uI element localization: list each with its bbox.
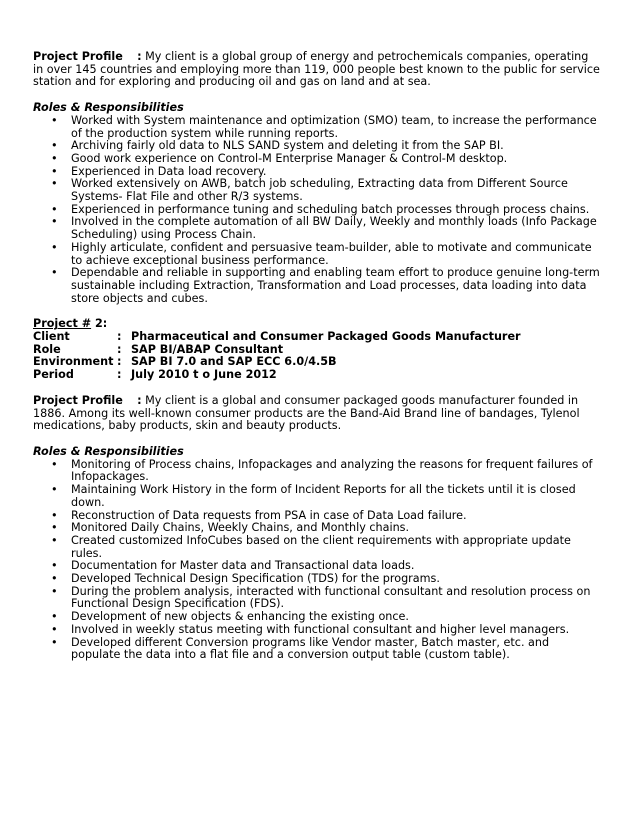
info-sep: : <box>117 355 122 369</box>
roles-heading: Roles & Responsibilities <box>33 101 184 115</box>
profile-label: Project Profile <box>33 50 123 63</box>
list-item: • Developed different Conversion programs like Vendor master, Batch master, etc. and populate the data into a flat file and a conversion output table (custom table). <box>33 637 601 662</box>
list-item: • Archiving fairly old data to NLS SAND system and deleting it from the SAP BI. <box>33 140 601 153</box>
info-value: SAP BI 7.0 and SAP ECC 6.0/4.5B <box>131 355 337 369</box>
info-row-client <box>33 331 601 344</box>
project-number: 2: <box>91 317 108 331</box>
list-item: • Dependable and reliable in supporting and enabling team effort to produce genuine long-term sustainable including Extraction, Transformation and Load processes, data loading into data store objects and cubes. <box>33 267 601 305</box>
list-item: • During the problem analysis, interacted with functional consultant and resolution process on Functional Design Specification (FDS). <box>33 586 601 611</box>
info-sep: : <box>117 330 122 344</box>
list-item: • Created customized InfoCubes based on the client requirements with appropriate update rules. <box>33 535 601 560</box>
resume-page <box>33 51 601 662</box>
list-item: • Worked with System maintenance and optimization (SMO) team, to increase the performance of the production system while running reports. <box>33 115 601 140</box>
list-item: • Monitoring of Process chains, Infopackages and analyzing the reasons for frequent failures of Infopackages. <box>33 459 601 484</box>
roles-list-2 <box>33 459 601 662</box>
info-value: SAP BI/ABAP Consultant <box>131 342 284 356</box>
list-item: • Reconstruction of Data requests from PSA in case of Data Load failure. <box>33 510 601 523</box>
list-item: • Monitored Daily Chains, Weekly Chains, and Monthly chains. <box>33 522 601 535</box>
info-key: Role <box>33 342 61 356</box>
project-profile-1 <box>33 51 601 89</box>
list-item: • Maintaining Work History in the form of Incident Reports for all the tickets until it is closed down. <box>33 484 601 509</box>
profile-label: Project Profile <box>33 393 123 407</box>
list-item: • Experienced in performance tuning and scheduling batch processes through process chains. <box>33 204 601 217</box>
list-item: • Highly articulate, confident and persuasive team-builder, able to motivate and communicate to achieve exceptional business performance. <box>33 242 601 267</box>
roles-list-1 <box>33 115 601 306</box>
info-value: July 2010 t o June 2012 <box>131 368 277 382</box>
list-item: • Worked extensively on AWB, batch job scheduling, Extracting data from Different Source Systems- Flat File and other R/3 systems. <box>33 178 601 203</box>
profile-text: My client is a global group of energy and petrochemicals companies, operating in over 145 countries and employing more than 119, 000 people best known to the public for service station and for exploring and producing oil and gas on land and at sea. <box>33 50 600 89</box>
info-sep: : <box>117 342 122 356</box>
list-item: • Involved in the complete automation of all BW Daily, Weekly and monthly loads (Info Package Scheduling) using Process Chain. <box>33 216 601 241</box>
list-item: • Good work experience on Control-M Enterprise Manager & Control-M desktop. <box>33 153 601 166</box>
info-key: Period <box>33 368 74 382</box>
list-item: • Experienced in Data load recovery. <box>33 166 601 179</box>
list-item: • Developed Technical Design Specification (TDS) for the programs. <box>33 573 601 586</box>
profile-separator: : <box>137 50 142 63</box>
list-item: • Development of new objects & enhancing the existing once. <box>33 611 601 624</box>
info-key: Client <box>33 330 70 344</box>
project-number-label: Project # <box>33 317 92 331</box>
profile-separator: : <box>137 393 142 407</box>
list-item: • Involved in weekly status meeting with functional consultant and higher level managers. <box>33 624 601 637</box>
info-key: Environment <box>33 355 114 369</box>
roles-heading: Roles & Responsibilities <box>33 444 184 458</box>
info-row-period <box>33 369 601 382</box>
project-profile-2 <box>33 395 601 433</box>
profile-text: My client is a global and consumer packaged goods manufacturer founded in 1886. Among its well-known consumer products are the Band-Aid Brand line of bandages, Tylenol medications, baby products, skin and beauty products. <box>33 393 580 433</box>
list-item: • Documentation for Master data and Transactional data loads. <box>33 560 601 573</box>
info-value: Pharmaceutical and Consumer Packaged Goods Manufacturer <box>131 330 521 344</box>
info-sep: : <box>117 368 122 382</box>
